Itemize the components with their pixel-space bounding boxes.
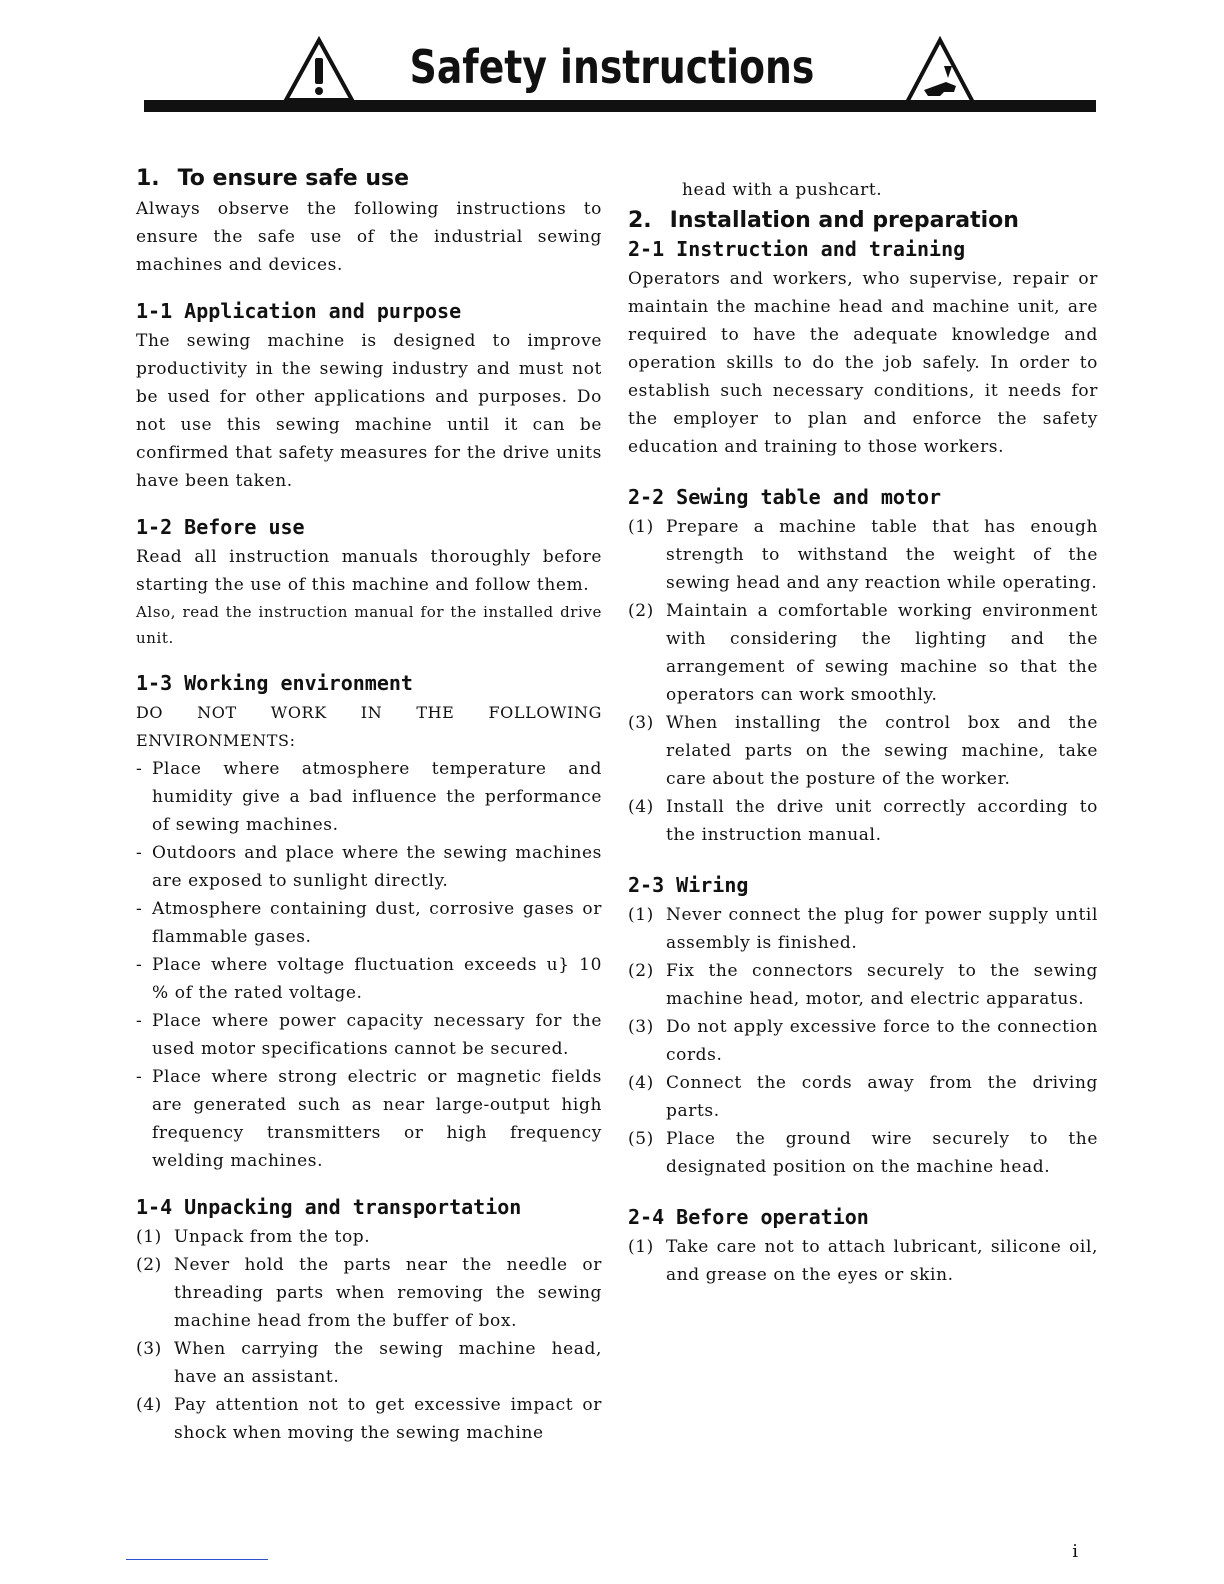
section-title: To ensure safe use (177, 166, 410, 191)
list-item: (5) Place the ground wire securely to the designated position on the machine head. (628, 1129, 1098, 1177)
section-1-2-note: Also, read the instruction manual for the installed drive unit. (136, 603, 602, 647)
right-column (628, 176, 1098, 1289)
list-item: (1) Unpack from the top. (136, 1227, 371, 1247)
page-number: i (1072, 1541, 1078, 1562)
list-item: - Place where strong electric or magnetic fields are generated such as near large-output high frequency transmitters or high frequency welding machines. (136, 1067, 602, 1171)
section-2-1-body: Operators and workers, who supervise, repair or maintain the machine head and machine unit, are required to have the adequate knowledge and operation skills to do the job safely. In order to establish such necessary conditions, it needs for the employer to plan and enforce the safety education and training to those workers. (628, 269, 1098, 457)
section-2-3-heading: 2-3 Wiring (628, 873, 749, 897)
footer-divider (126, 1559, 268, 1560)
section-1-3-heading: 1-3 Working environment (136, 671, 413, 695)
list-item: (2) Maintain a comfortable working environment with considering the lighting and the arrangement of sewing machine so that the operators can work smoothly. (628, 601, 1098, 705)
section-1-4-continued: head with a pushcart. (682, 180, 883, 200)
section-1-1-heading: 1-1 Application and purpose (136, 299, 462, 323)
section-1-3-intro: DO NOT WORK IN THE FOLLOWING ENVIRONMENTS: (136, 703, 602, 750)
section-1-2-heading: 1-2 Before use (136, 515, 305, 539)
left-column (136, 166, 602, 1447)
list-item: - Place where power capacity necessary for the used motor specifications cannot be secured. (136, 1011, 602, 1059)
section-2-heading (628, 208, 1098, 233)
list-item: (3) When carrying the sewing machine head, have an assistant. (136, 1339, 602, 1387)
section-1-4-heading: 1-4 Unpacking and transportation (136, 1195, 522, 1219)
section-2-2-heading: 2-2 Sewing table and motor (628, 485, 942, 509)
page-title: Safety instructions (409, 40, 815, 94)
list-item: - Place where atmosphere temperature and humidity give a bad influence the performance of sewing machines. (136, 759, 602, 835)
list-item: - Place where voltage fluctuation exceeds u} 10 % of the rated voltage. (136, 955, 602, 1003)
list-item: (3) Do not apply excessive force to the connection cords. (628, 1017, 1098, 1065)
section-2-1-heading: 2-1 Instruction and training (628, 237, 966, 261)
list-item: (4) Pay attention not to get excessive impact or shock when moving the sewing machine (136, 1395, 602, 1443)
list-item: (4) Connect the cords away from the driving parts. (628, 1073, 1098, 1121)
section-title: Installation and preparation (669, 208, 1019, 233)
section-number: 2. (628, 208, 652, 233)
list-item: (1) Prepare a machine table that has enough strength to withstand the weight of the sewing head and any reaction while operating. (628, 517, 1098, 593)
section-1-1-body: The sewing machine is designed to improve productivity in the sewing industry and must not be used for other applications and purposes. Do not use this sewing machine until it can be confirmed that safety measures for the drive units have been taken. (136, 331, 602, 491)
list-item: (3) When installing the control box and the related parts on the sewing machine, take care about the posture of the worker. (628, 713, 1098, 789)
list-item: (2) Never hold the parts near the needle or threading parts when removing the sewing machine head from the buffer of box. (136, 1255, 602, 1331)
section-2-4-heading: 2-4 Before operation (628, 1205, 869, 1229)
list-item: (4) Install the drive unit correctly according to the instruction manual. (628, 797, 1098, 845)
section-1-heading (136, 166, 602, 191)
list-item: - Atmosphere containing dust, corrosive gases or flammable gases. (136, 899, 602, 947)
section-1-2-body: Read all instruction manuals thoroughly before starting the use of this machine and follow them. (136, 547, 602, 595)
header-rule (144, 100, 1096, 112)
list-item: (2) Fix the connectors securely to the sewing machine head, motor, and electric apparatus. (628, 961, 1098, 1009)
list-item: (1) Take care not to attach lubricant, silicone oil, and grease on the eyes or skin. (628, 1237, 1098, 1285)
list-item: - Outdoors and place where the sewing machines are exposed to sunlight directly. (136, 843, 602, 891)
section-number: 1. (136, 166, 160, 191)
list-item: (1) Never connect the plug for power supply until assembly is finished. (628, 905, 1098, 953)
section-1-body: Always observe the following instructions to ensure the safe use of the industrial sewing machines and devices. (136, 199, 602, 275)
